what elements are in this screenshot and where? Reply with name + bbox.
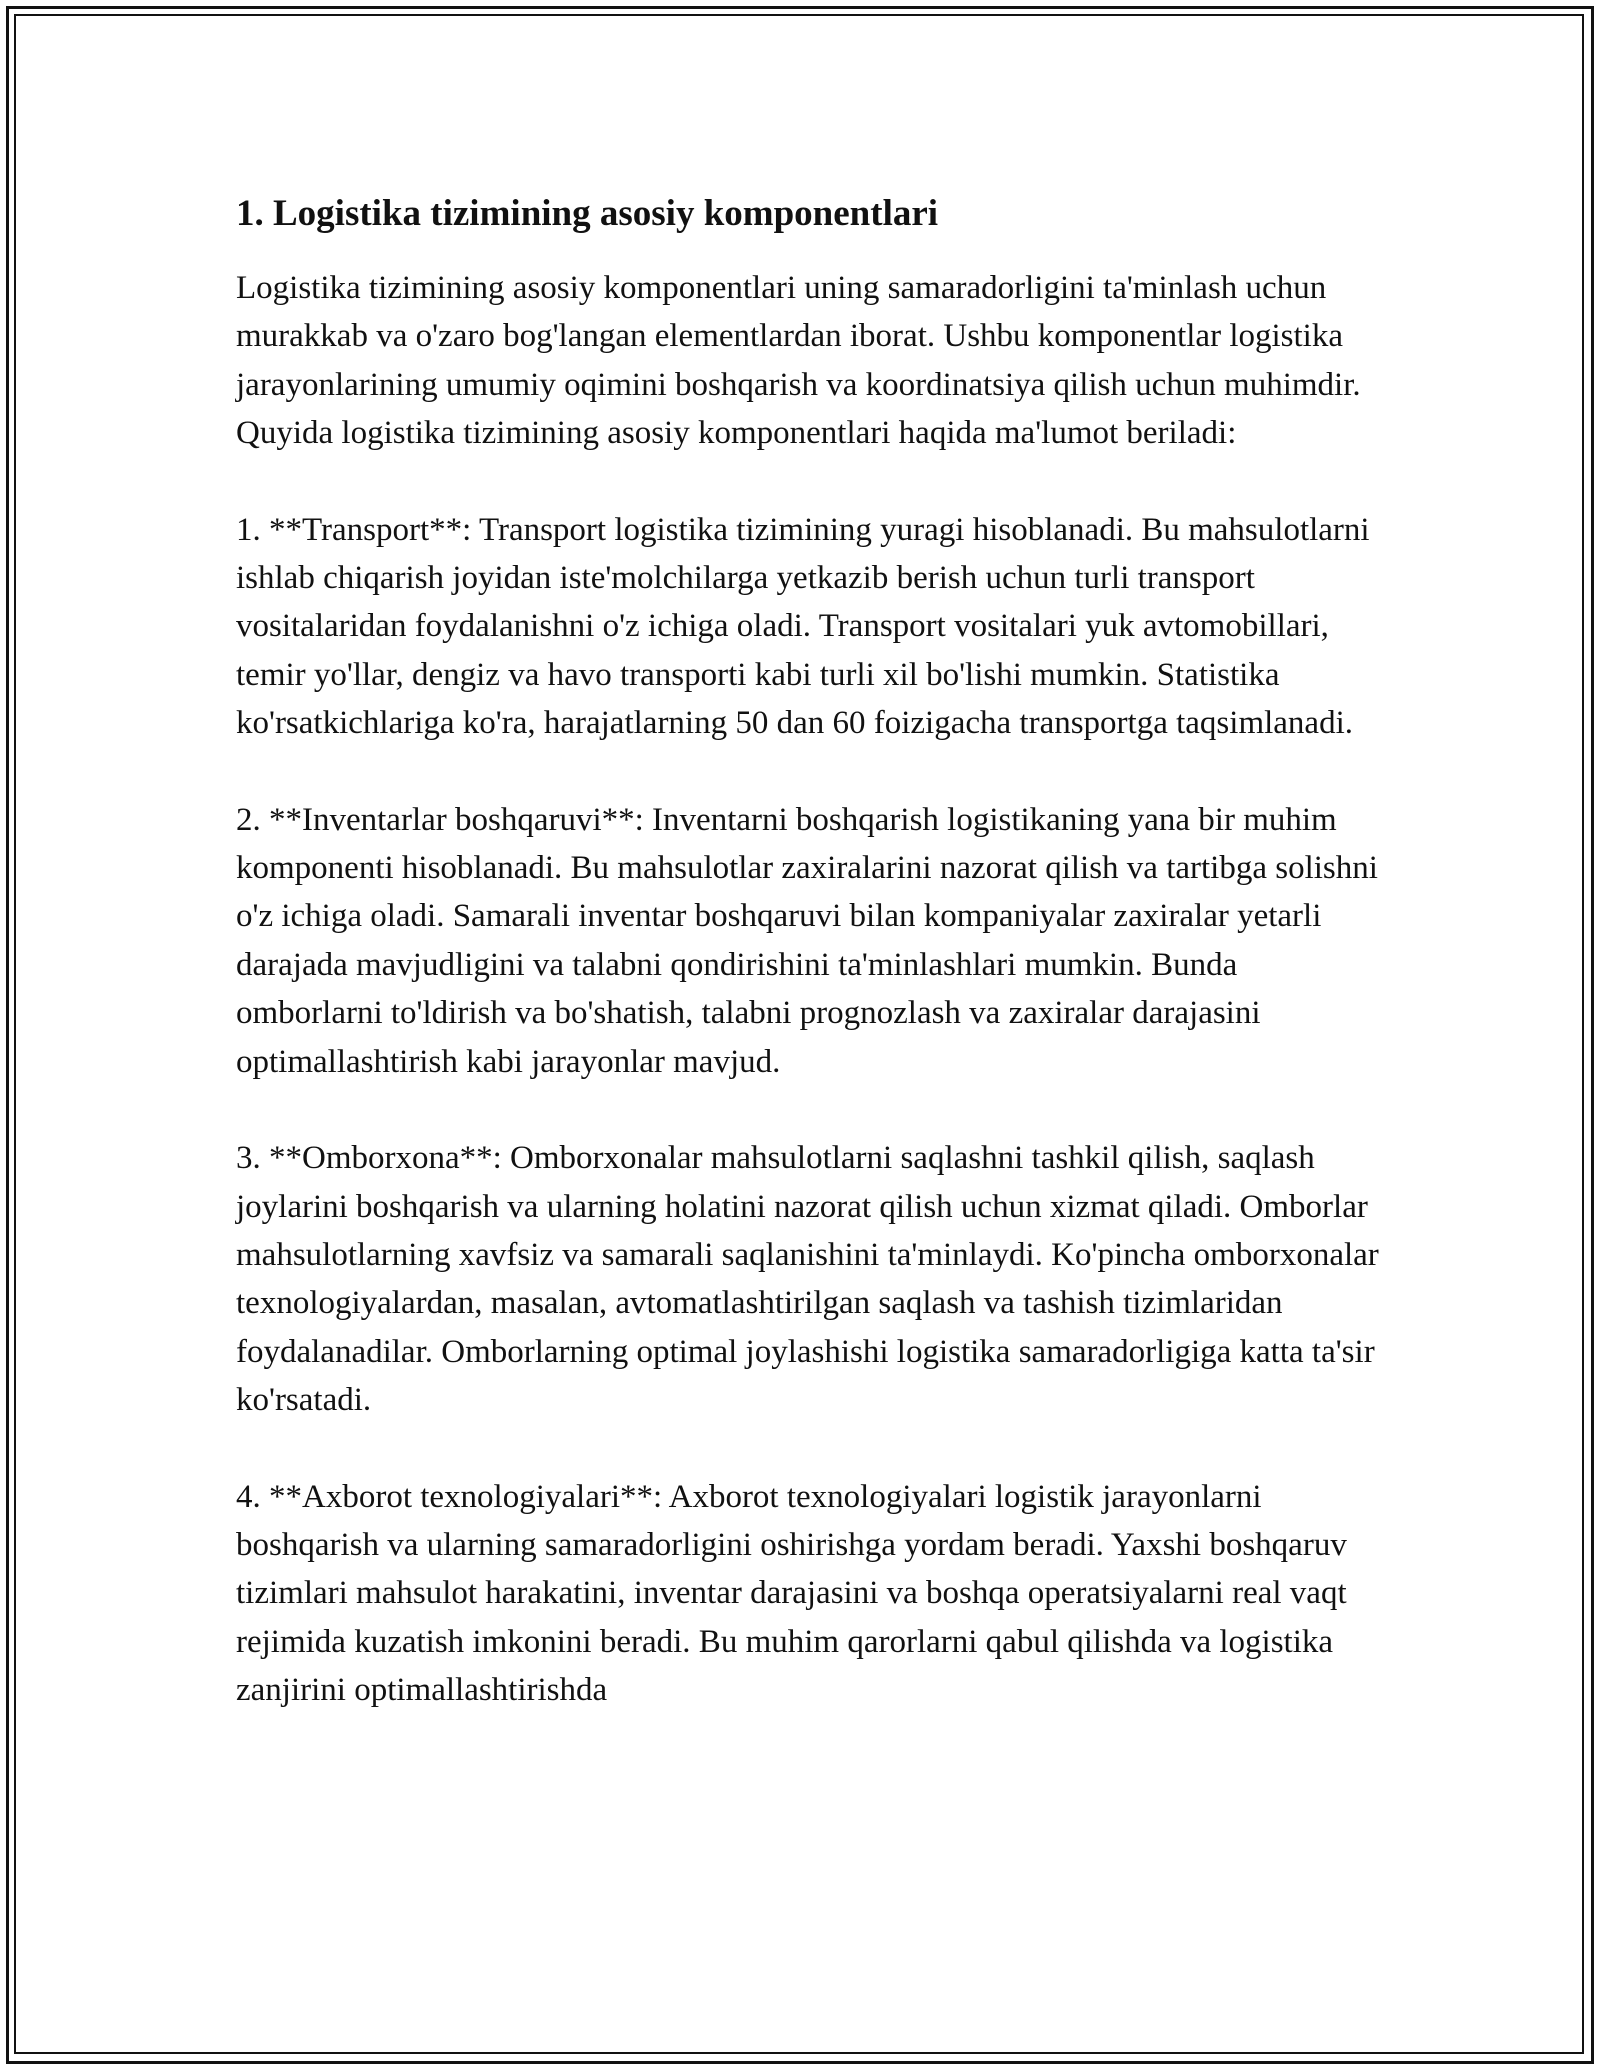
paragraph-warehouse: 3. **Omborxona**: Omborxonalar mahsulotlarni saqlashni tashkil qilish, saqlash joylarini boshqarish va ularning holatini nazorat qilish uchun xizmat qiladi. Omborlar mahsulotlarning xavfsiz va samarali saqlanishini ta'minlaydi. Ko'pincha omborxonalar texnologiyalardan, masalan, avtomatlashtirilgan saqlash va tashish tizimlaridan foydalanadilar. Omborlarning optimal joylashishi logistika samaradorligiga katta ta'sir ko'rsatadi. xyxy=(236,1140,1379,1419)
intro-paragraph: Logistika tizimining asosiy komponentlari uning samaradorligini ta'minlash uchun murakkab va o'zaro bog'langan elementlardan iborat. Ushbu komponentlar logistika jarayonlarining umumiy oqimini boshqarish va koordinatsiya qilish uchun muhimdir. Quyida logistika tizimining asosiy komponentlari haqida ma'lumot beriladi: xyxy=(236,270,1361,452)
paragraph-inventory: 2. **Inventarlar boshqaruvi**: Inventarni boshqarish logistikaning yana bir muhim komponenti hisoblanadi. Bu mahsulotlar zaxiralarini nazorat qilish va tartibga solishni o'z ichiga oladi. Samarali inventar boshqaruvi bilan kompaniyalar zaxiralar yetarli darajada mavjudligini va talabni qondirishini ta'minlashlari mumkin. Bunda omborlarni to'ldirish va bo'shatish, talabni prognozlash va zaxiralar darajasini optimallashtirish kabi jarayonlar mavjud. xyxy=(236,801,1378,1080)
paragraph-transport: 1. **Transport**: Transport logistika tizimining yuragi hisoblanadi. Bu mahsulotlarni ishlab chiqarish joyidan iste'molchilarga yetkazib berish uchun turli transport vositalaridan foydalanishni o'z ichiga oladi. Transport vositalari yuk avtomobillari, temir yo'llar, dengiz va havo transporti kabi turli xil bo'lishi mumkin. Statistika ko'rsatkichlariga ko'ra, harajatlarning 50 dan 60 foizigacha transportga taqsimlanadi. xyxy=(236,511,1370,742)
paragraph-information-technology: 4. **Axborot texnologiyalari**: Axborot texnologiyalari logistik jarayonlarni boshqarish va ularning samaradorligini oshirishga yordam beradi. Yaxshi boshqaruv tizimlari mahsulot harakatini, inventar darajasini va boshqa operatsiyalarni real vaqt rejimida kuzatish imkonini beradi. Bu muhim qarorlarni qabul qilishda va logistika zanjirini optimallashtirishda xyxy=(236,1478,1347,1709)
section-heading: 1. Logistika tizimining asosiy komponentlari xyxy=(236,193,939,234)
document-body xyxy=(236,188,1386,1715)
